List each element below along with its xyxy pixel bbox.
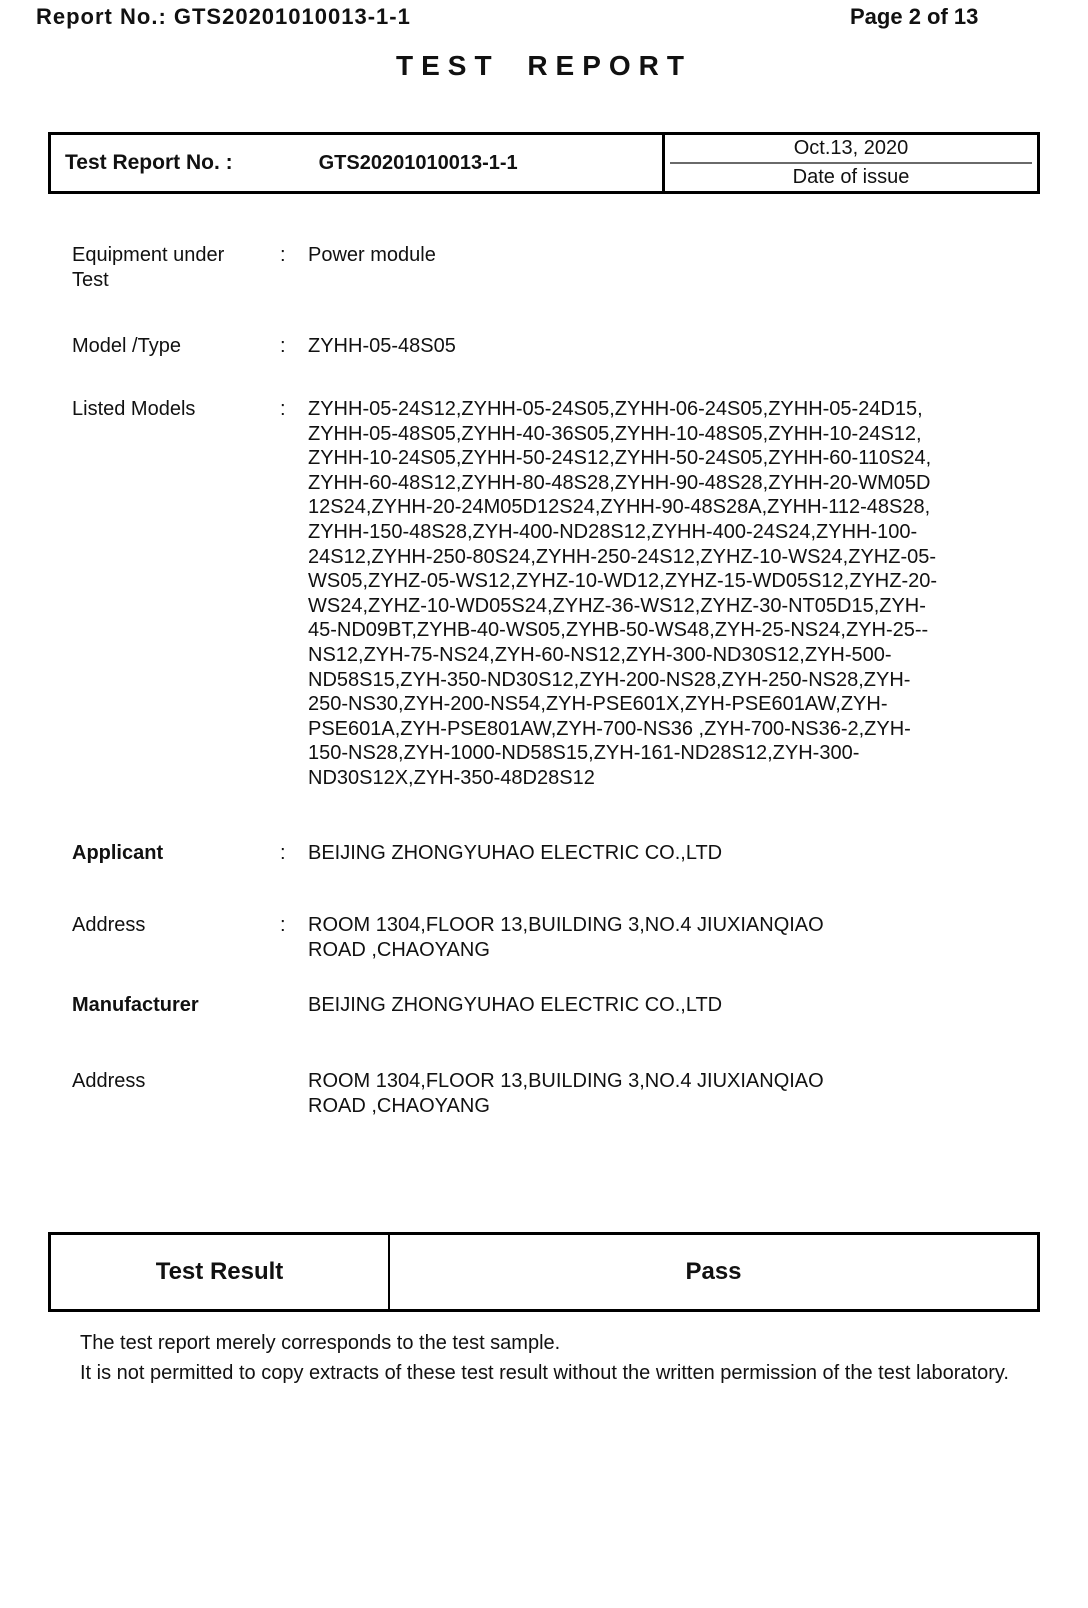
equipment-label: Equipment under Test [72,244,225,291]
applicant-address-value: ROOM 1304,FLOOR 13,BUILDING 3,NO.4 JIUXIANQIAO ROAD ,CHAOYANG [308,914,824,961]
issue-date-value: Oct.13, 2020 [793,137,909,159]
issue-date-label: Date of issue [792,166,910,188]
date-of-issue-cell [665,135,1037,191]
report-number-cell [51,135,665,191]
report-number-label: Test Report No. : [65,151,233,174]
applicant-address-separator: : [280,914,286,936]
test-result-box [48,1232,1040,1312]
applicant-label: Applicant [72,842,164,864]
listed-models-label: Listed Models [72,398,196,420]
footer-line-1: The test report merely corresponds to the test sample. [80,1332,561,1354]
manufacturer-address-value: ROOM 1304,FLOOR 13,BUILDING 3,NO.4 JIUXIANQIAO ROAD ,CHAOYANG [308,1070,824,1117]
header-page-number: Page 2 of 13 [850,4,979,29]
manufacturer-address-label: Address [72,1070,146,1092]
test-result-label: Test Result [51,1235,390,1309]
applicant-address-label: Address [72,914,146,936]
listed-models-separator: : [280,398,286,420]
page-title: TEST REPORT [395,50,692,81]
applicant-separator: : [280,842,286,864]
applicant-value: BEIJING ZHONGYUHAO ELECTRIC CO.,LTD [308,842,723,864]
report-number-value: GTS20201010013-1-1 [318,151,518,174]
manufacturer-value: BEIJING ZHONGYUHAO ELECTRIC CO.,LTD [308,994,723,1016]
listed-models-value: ZYHH-05-24S12,ZYHH-05-24S05,ZYHH-06-24S05,ZYHH-05-24D15, ZYHH-05-48S05,ZYHH-40-36S05,ZYHH-10-48S05,ZYHH-10-24S12, ZYHH-10-24S05,ZYHH-50-24S12,ZYHH-50-24S05,ZYHH-60-110S24, ZYHH-60-48S12,ZYHH-80-48S28,ZYHH-90-48S28,ZYHH-20-WM05D 12S24,ZYHH-20-24M05D12S24,ZYHH-90-48S28A,ZYHH-112-48S28, ZYHH-150-48S28,ZYH-400-ND28S12,ZYHH-400-24S24,ZYHH-100- 24S12,ZYHH-250-80S24,ZYHH-250-24S12,ZYHZ-10-WS24,ZYHZ-05- WS05,ZYHZ-05-WS12,ZYHZ-10-WD12,ZYHZ-15-WD05S12,ZYHZ-20- WS24,ZYHZ-10-WD05S24,ZYHZ-36-WS12,ZYHZ-30-NT05D15,ZYH- 45-ND09BT,ZYHB-40-WS05,ZYHB-50-WS48,ZYH-25-NS24,ZYH-25-- NS12,ZYH-75-NS24,ZYH-60-NS12,ZYH-300-ND30S12,ZYH-500- ND58S15,ZYH-350-ND30S12,ZYH-200-NS28,ZYH-250-NS28,ZYH- 250-NS30,ZYH-200-NS54,ZYH-PSE601X,ZYH-PSE601AW,ZYH- PSE601A,ZYH-PSE801AW,ZYH-700-NS36 ,ZYH-700-NS36-2,ZYH- 150-NS28,ZYH-1000-ND58S15,ZYH-161-ND28S12,ZYH-300- ND30S12X,ZYH-350-48D28S12 [308,398,938,789]
model-value: ZYHH-05-48S05 [308,335,456,357]
test-result-value: Pass [685,1258,742,1285]
model-separator: : [280,335,286,357]
equipment-value: Power module [308,244,436,266]
manufacturer-label: Manufacturer [72,994,199,1016]
footer-line-2: It is not permitted to copy extracts of these test result without the written permission of the test laboratory. [80,1362,1009,1384]
footer-disclaimer [80,1328,1036,1388]
report-number-box [48,132,1040,194]
model-label: Model /Type [72,335,181,357]
header-report-no: Report No.: GTS20201010013-1-1 [36,4,411,29]
equipment-separator: : [280,244,286,266]
